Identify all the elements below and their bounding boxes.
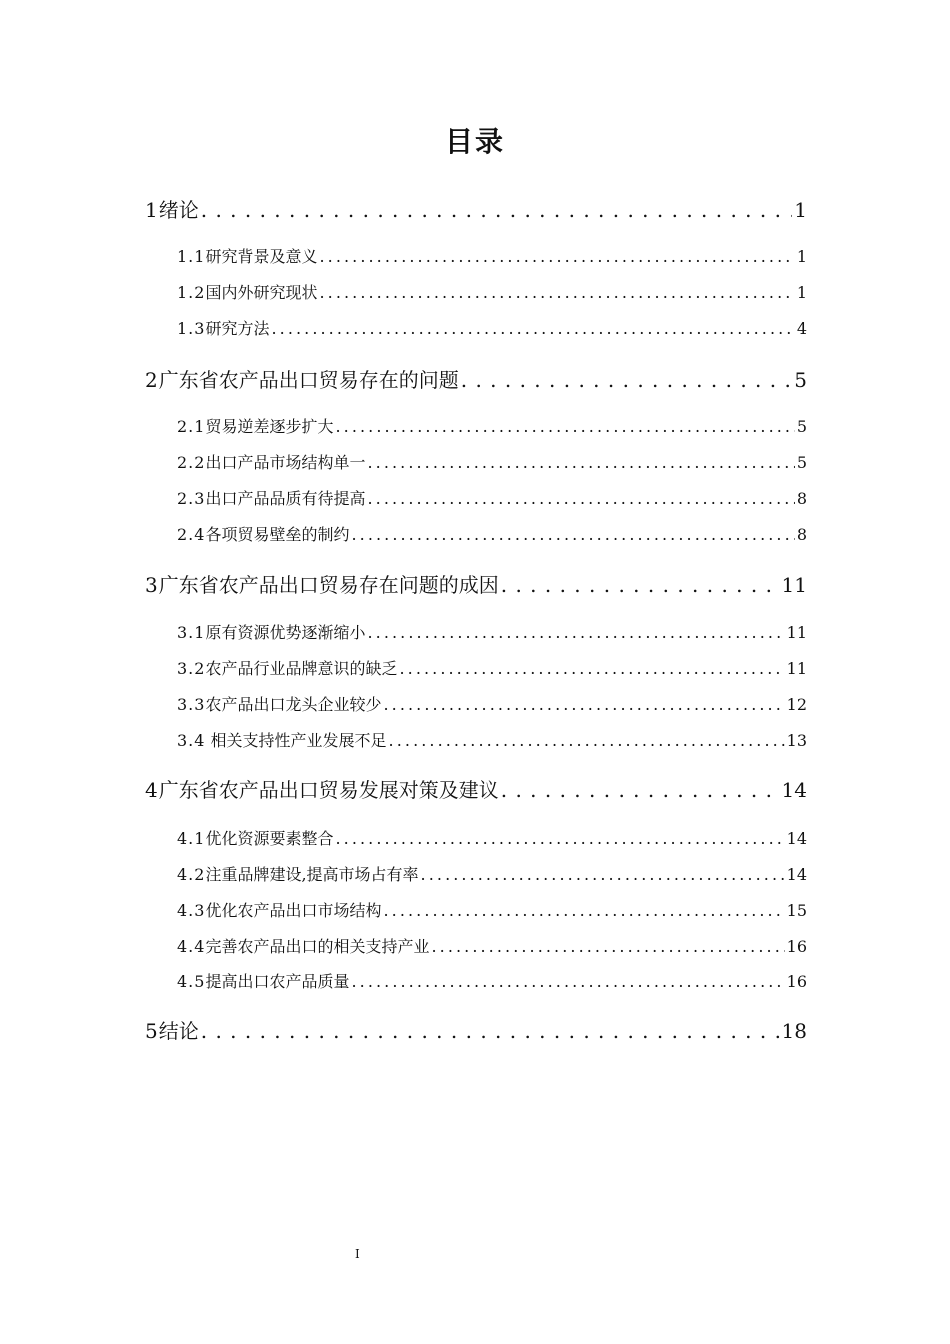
dot-leader	[383, 694, 784, 716]
toc-entry[interactable]	[177, 622, 807, 644]
toc-entry-page: 1	[796, 247, 807, 266]
dot-leader	[461, 366, 793, 394]
toc-title: 目录	[444, 125, 505, 158]
toc-entry[interactable]	[145, 776, 807, 804]
toc-entry-label	[177, 936, 429, 958]
toc-entry-number: 3.4	[177, 731, 206, 750]
toc-entry-page: 14	[781, 778, 807, 802]
toc-entry-label	[177, 622, 365, 644]
toc-entry-page: 5	[796, 453, 807, 472]
toc-entry[interactable]	[177, 246, 807, 268]
toc-entry-label	[177, 828, 333, 850]
dot-leader	[271, 318, 794, 340]
toc-entry-label	[177, 524, 349, 546]
toc-entry-number: 2	[145, 368, 159, 392]
toc-entry-label	[177, 900, 381, 922]
toc-entry-text: 优化资源要素整合	[205, 829, 334, 848]
dot-leader	[399, 658, 784, 680]
toc-entry-page: 18	[781, 1019, 807, 1043]
toc-entry-label	[145, 776, 499, 804]
toc-entry[interactable]	[177, 730, 807, 752]
toc-entry-number: 2.2	[177, 453, 206, 472]
toc-entry[interactable]	[145, 366, 807, 394]
dot-leader	[501, 571, 780, 599]
dot-leader	[367, 622, 784, 644]
toc-entry-label	[177, 694, 381, 716]
toc-entry-text: 提高出口农产品质量	[205, 972, 350, 991]
toc-entry-text: 优化农产品出口市场结构	[205, 901, 382, 920]
toc-entry-number: 3.3	[177, 695, 206, 714]
dot-leader	[367, 488, 794, 510]
page-number: I	[355, 1247, 360, 1261]
toc-entry-number: 1.1	[177, 247, 206, 266]
toc-entry[interactable]	[177, 864, 807, 886]
toc-entry-text: 各项贸易壁垒的制约	[205, 525, 350, 544]
toc-entry-label	[177, 730, 387, 752]
toc-entry-page: 1	[796, 283, 807, 302]
toc-entry-page: 5	[796, 417, 807, 436]
toc-entry-label	[177, 318, 269, 340]
toc-entry-page: 8	[796, 525, 807, 544]
toc-entry[interactable]	[177, 936, 807, 958]
dot-leader	[501, 776, 780, 804]
toc-entry-text: 绪论	[158, 198, 199, 222]
dot-leader	[351, 524, 794, 546]
toc-entry-text: 出口产品市场结构单一	[205, 453, 366, 472]
toc-entry-text: 研究方法	[205, 319, 270, 338]
toc-entry-number: 4.1	[177, 829, 206, 848]
toc-entry[interactable]	[177, 318, 807, 340]
toc-entry[interactable]	[177, 828, 807, 850]
toc-entry-text: 完善农产品出口的相关支持产业	[205, 937, 430, 956]
toc-entry-page: 12	[786, 695, 807, 714]
toc-entry-label	[145, 1017, 199, 1045]
toc-entry[interactable]	[177, 488, 807, 510]
toc-entry-text: 出口产品品质有待提高	[205, 489, 366, 508]
toc-entry[interactable]	[177, 452, 807, 474]
toc-entry-page: 5	[794, 368, 807, 392]
toc-entry-page: 16	[786, 937, 807, 956]
toc-entry-text: 相关支持性产业发展不足	[205, 731, 387, 750]
toc-entry[interactable]	[145, 196, 807, 224]
toc-entry-number: 4.2	[177, 865, 206, 884]
dot-leader	[201, 1017, 780, 1045]
toc-entry[interactable]	[177, 658, 807, 680]
toc-entry-number: 5	[145, 1019, 159, 1043]
dot-leader	[431, 936, 784, 958]
toc-entry[interactable]	[177, 524, 807, 546]
toc-entry-page: 14	[786, 829, 807, 848]
toc-entry-text: 国内外研究现状	[205, 283, 318, 302]
dot-leader	[201, 196, 793, 224]
toc-entry-page: 11	[781, 573, 807, 597]
toc-entry[interactable]	[177, 694, 807, 716]
toc-entry-number: 4	[145, 778, 159, 802]
dot-leader	[389, 730, 785, 752]
toc-entry-label	[177, 658, 397, 680]
toc-entry-number: 3.2	[177, 659, 206, 678]
toc-entry[interactable]	[177, 416, 807, 438]
toc-entry-page: 8	[796, 489, 807, 508]
toc-entry-text: 结论	[158, 1019, 199, 1043]
dot-leader	[335, 416, 794, 438]
toc-entry-number: 2.1	[177, 417, 206, 436]
toc-entry-text: 广东省农产品出口贸易存在问题的成因	[158, 573, 499, 597]
toc-entry[interactable]	[145, 1017, 807, 1045]
toc-entry-text: 注重品牌建设,提高市场占有率	[205, 865, 419, 884]
toc-entry-number: 1.3	[177, 319, 206, 338]
toc-entry-page: 15	[786, 901, 807, 920]
toc-entry-label	[177, 488, 365, 510]
dot-leader	[335, 828, 784, 850]
toc-entry-page: 11	[786, 659, 807, 678]
toc-entry-label	[177, 282, 317, 304]
toc-entry-label	[177, 416, 333, 438]
toc-entry-text: 农产品出口龙头企业较少	[205, 695, 382, 714]
toc-entry-label	[177, 452, 365, 474]
toc-entry-number: 1	[145, 198, 159, 222]
dot-leader	[319, 246, 794, 268]
toc-entry-page: 14	[786, 865, 807, 884]
toc-entry-label	[145, 366, 459, 394]
dot-leader	[367, 452, 794, 474]
toc-entry-page: 16	[786, 972, 807, 991]
toc-entry-number: 2.4	[177, 525, 206, 544]
toc-entry-label	[145, 196, 199, 224]
toc-entry[interactable]	[177, 971, 807, 993]
toc-entry-label	[177, 864, 419, 886]
dot-leader	[383, 900, 784, 922]
toc-entry-label	[177, 246, 317, 268]
dot-leader	[351, 971, 784, 993]
toc-entry-number: 3	[145, 573, 159, 597]
toc-entry-number: 2.3	[177, 489, 206, 508]
toc-entry-number: 3.1	[177, 623, 206, 642]
toc-entry[interactable]	[145, 571, 807, 599]
dot-leader	[421, 864, 785, 886]
toc-entry-text: 广东省农产品出口贸易发展对策及建议	[158, 778, 499, 802]
toc-entry-number: 4.5	[177, 972, 206, 991]
toc-entry-text: 研究背景及意义	[205, 247, 318, 266]
toc-entry-text: 广东省农产品出口贸易存在的问题	[158, 368, 459, 392]
toc-entry[interactable]	[177, 900, 807, 922]
toc-entry-number: 4.3	[177, 901, 206, 920]
toc-entry-text: 贸易逆差逐步扩大	[205, 417, 334, 436]
toc-entry[interactable]	[177, 282, 807, 304]
toc-entry-number: 4.4	[177, 937, 206, 956]
toc-entry-text: 农产品行业品牌意识的缺乏	[205, 659, 398, 678]
toc-entry-page: 4	[796, 319, 807, 338]
toc-entry-text: 原有资源优势逐渐缩小	[205, 623, 366, 642]
toc-entry-label	[177, 971, 349, 993]
toc-entry-page: 13	[786, 731, 807, 750]
toc-entry-number: 1.2	[177, 283, 206, 302]
dot-leader	[319, 282, 794, 304]
toc-entry-page: 1	[794, 198, 807, 222]
toc-entry-label	[145, 571, 499, 599]
toc-entry-page: 11	[786, 623, 807, 642]
